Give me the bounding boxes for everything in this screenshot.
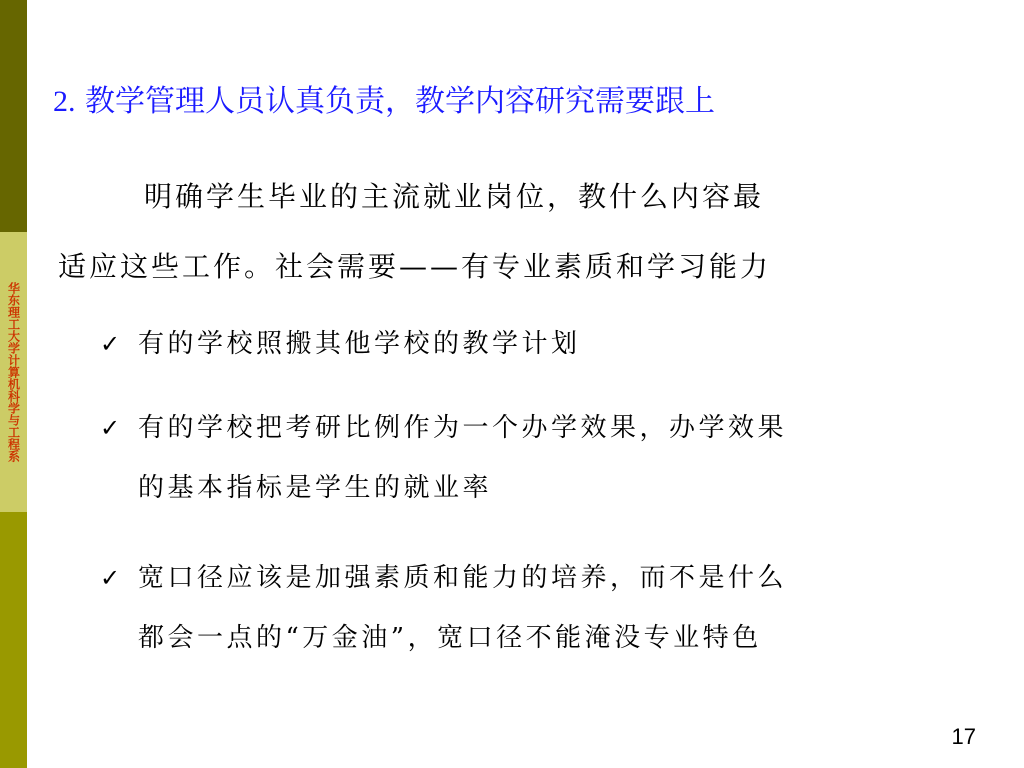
slide-heading — [53, 76, 715, 120]
bullet-line: 宽口径应该是加强素质和能力的培养，而不是什么 — [138, 563, 788, 593]
bullet-line: 的基本指标是学生的就业率 — [138, 473, 493, 503]
bullet-line: 都会一点的“万金油”，宽口径不能淹没专业特色 — [138, 623, 762, 653]
heading-number: 2. — [53, 85, 76, 118]
bullet-item — [100, 548, 988, 668]
paragraph-line: 明确学生毕业的主流就业岗位，教什么内容最 — [144, 180, 765, 213]
checkmark-icon: ✓ — [100, 330, 121, 358]
paragraph-line: 适应这些工作。社会需要——有专业素质和学习能力 — [58, 250, 772, 283]
bullet-line: 有的学校把考研比例作为一个办学效果，办学效果 — [138, 413, 788, 443]
checkmark-icon: ✓ — [100, 414, 121, 442]
sidebar — [0, 0, 27, 768]
page-number: 17 — [951, 724, 976, 749]
department-label: 华东理工大学计算机科学与工程系 — [6, 282, 21, 462]
bullet-item — [100, 314, 988, 374]
checkmark-icon: ✓ — [100, 564, 121, 592]
bullet-line: 有的学校照搬其他学校的教学计划 — [138, 329, 581, 359]
sidebar-label-band — [0, 232, 27, 512]
heading-text: 教学管理人员认真负责，教学内容研究需要跟上 — [75, 84, 716, 119]
bullet-item — [100, 398, 988, 518]
sidebar-top-band — [0, 0, 27, 232]
intro-paragraph — [58, 162, 988, 302]
